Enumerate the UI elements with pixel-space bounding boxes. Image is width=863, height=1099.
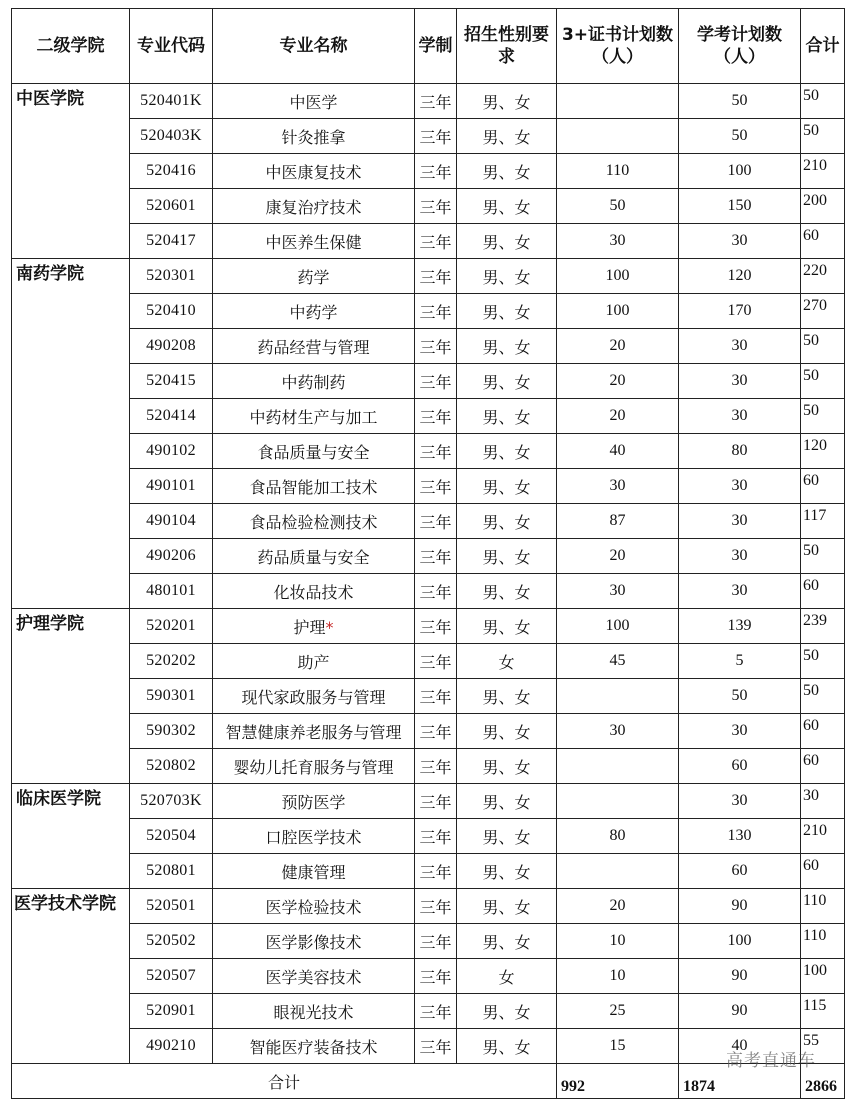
major-name — [213, 399, 415, 434]
row-total: 50 — [801, 539, 845, 574]
table-row — [12, 364, 845, 399]
cert-plan: 20 — [557, 329, 679, 364]
major-name-text: 护理 — [293, 617, 326, 637]
major-code: 490210 — [130, 1029, 213, 1064]
gender-requirement: 男、女 — [457, 889, 557, 924]
gender-requirement: 男、女 — [457, 84, 557, 119]
major-name — [213, 364, 415, 399]
table-row — [12, 504, 845, 539]
exam-plan: 50 — [679, 679, 801, 714]
row-total: 50 — [801, 364, 845, 399]
table-row — [12, 609, 845, 644]
gender-requirement: 男、女 — [457, 434, 557, 469]
study-years: 三年 — [415, 679, 457, 714]
row-total: 117 — [801, 504, 845, 539]
study-years: 三年 — [415, 1029, 457, 1064]
gender-requirement: 男、女 — [457, 294, 557, 329]
major-name — [213, 259, 415, 294]
cert-plan: 87 — [557, 504, 679, 539]
row-total: 200 — [801, 189, 845, 224]
row-total: 50 — [801, 84, 845, 119]
table-row — [12, 784, 845, 819]
row-total: 60 — [801, 854, 845, 889]
table-row — [12, 854, 845, 889]
major-name-text: 中医养生保健 — [265, 232, 362, 252]
study-years: 三年 — [415, 364, 457, 399]
major-name — [213, 224, 415, 259]
major-name-text: 智能医疗装备技术 — [249, 1037, 378, 1057]
major-name — [213, 889, 415, 924]
header-row — [12, 9, 845, 84]
major-name-text: 医学影像技术 — [265, 932, 362, 952]
table-row — [12, 84, 845, 119]
table-row — [12, 399, 845, 434]
summary-grand-total: 2866 — [801, 1064, 845, 1099]
major-name — [213, 1029, 415, 1064]
major-name — [213, 469, 415, 504]
major-name-text: 康复治疗技术 — [265, 197, 362, 217]
major-name-text: 婴幼儿托育服务与管理 — [233, 757, 394, 777]
major-code: 520403K — [130, 119, 213, 154]
row-total: 120 — [801, 434, 845, 469]
study-years: 三年 — [415, 609, 457, 644]
table-row — [12, 679, 845, 714]
exam-plan: 30 — [679, 539, 801, 574]
gender-requirement: 男、女 — [457, 189, 557, 224]
exam-plan: 139 — [679, 609, 801, 644]
major-name-text: 医学检验技术 — [265, 897, 362, 917]
asterisk-mark: * — [325, 617, 334, 637]
exam-plan: 30 — [679, 574, 801, 609]
row-total: 50 — [801, 644, 845, 679]
cert-plan: 20 — [557, 539, 679, 574]
cert-plan: 20 — [557, 889, 679, 924]
gender-requirement: 男、女 — [457, 784, 557, 819]
header-college: 二级学院 — [12, 9, 130, 84]
gender-requirement: 女 — [457, 959, 557, 994]
table-row — [12, 189, 845, 224]
exam-plan: 30 — [679, 504, 801, 539]
table-row — [12, 154, 845, 189]
cert-plan: 30 — [557, 469, 679, 504]
cert-plan — [557, 679, 679, 714]
cert-plan: 80 — [557, 819, 679, 854]
exam-plan: 30 — [679, 714, 801, 749]
study-years: 三年 — [415, 469, 457, 504]
row-total: 210 — [801, 819, 845, 854]
cert-plan: 100 — [557, 259, 679, 294]
exam-plan: 30 — [679, 399, 801, 434]
exam-plan: 30 — [679, 364, 801, 399]
major-code: 520502 — [130, 924, 213, 959]
exam-plan: 150 — [679, 189, 801, 224]
study-years: 三年 — [415, 574, 457, 609]
major-name — [213, 644, 415, 679]
study-years: 三年 — [415, 329, 457, 364]
major-code: 520301 — [130, 259, 213, 294]
gender-requirement: 男、女 — [457, 329, 557, 364]
study-years: 三年 — [415, 819, 457, 854]
major-code: 480101 — [130, 574, 213, 609]
major-name — [213, 504, 415, 539]
study-years: 三年 — [415, 539, 457, 574]
row-total: 115 — [801, 994, 845, 1029]
major-name-text: 针灸推拿 — [281, 127, 346, 147]
major-name-text: 食品智能加工技术 — [249, 477, 378, 497]
row-total: 60 — [801, 714, 845, 749]
summary-exam-total: 1874 — [679, 1064, 801, 1099]
gender-requirement: 男、女 — [457, 924, 557, 959]
header-cert-plan: 3+证书计划数（人） — [557, 9, 679, 84]
major-name-text: 预防医学 — [281, 792, 346, 812]
study-years: 三年 — [415, 714, 457, 749]
cert-plan: 45 — [557, 644, 679, 679]
major-name-text: 药品质量与安全 — [257, 547, 370, 567]
gender-requirement: 男、女 — [457, 399, 557, 434]
gender-requirement: 男、女 — [457, 469, 557, 504]
header-code: 专业代码 — [130, 9, 213, 84]
college-name: 南药学院 — [12, 259, 130, 609]
exam-plan: 100 — [679, 924, 801, 959]
gender-requirement: 男、女 — [457, 154, 557, 189]
cert-plan: 110 — [557, 154, 679, 189]
row-total: 220 — [801, 259, 845, 294]
gender-requirement: 男、女 — [457, 994, 557, 1029]
major-name — [213, 819, 415, 854]
major-name — [213, 154, 415, 189]
exam-plan: 50 — [679, 84, 801, 119]
row-total: 270 — [801, 294, 845, 329]
study-years: 三年 — [415, 504, 457, 539]
major-name-text: 中药学 — [289, 302, 338, 322]
table-row — [12, 819, 845, 854]
row-total: 60 — [801, 224, 845, 259]
row-total: 210 — [801, 154, 845, 189]
study-years: 三年 — [415, 749, 457, 784]
exam-plan: 90 — [679, 959, 801, 994]
enrollment-plan-table — [11, 8, 845, 1099]
major-code: 520507 — [130, 959, 213, 994]
major-name — [213, 714, 415, 749]
major-code: 520901 — [130, 994, 213, 1029]
major-code: 590302 — [130, 714, 213, 749]
cert-plan — [557, 854, 679, 889]
gender-requirement: 男、女 — [457, 364, 557, 399]
cert-plan: 30 — [557, 574, 679, 609]
exam-plan: 130 — [679, 819, 801, 854]
gender-requirement: 女 — [457, 644, 557, 679]
major-code: 490104 — [130, 504, 213, 539]
table-row — [12, 1029, 845, 1064]
major-name — [213, 574, 415, 609]
header-years: 学制 — [415, 9, 457, 84]
cert-plan — [557, 84, 679, 119]
major-code: 520703K — [130, 784, 213, 819]
exam-plan: 30 — [679, 784, 801, 819]
exam-plan: 90 — [679, 994, 801, 1029]
cert-plan: 15 — [557, 1029, 679, 1064]
major-name-text: 医学美容技术 — [265, 967, 362, 987]
study-years: 三年 — [415, 84, 457, 119]
table-row — [12, 434, 845, 469]
major-code: 490101 — [130, 469, 213, 504]
major-name-text: 食品检验检测技术 — [249, 512, 378, 532]
row-total: 110 — [801, 889, 845, 924]
gender-requirement: 男、女 — [457, 749, 557, 784]
cert-plan: 50 — [557, 189, 679, 224]
major-name-text: 眼视光技术 — [273, 1002, 354, 1022]
gender-requirement: 男、女 — [457, 119, 557, 154]
cert-plan: 20 — [557, 364, 679, 399]
cert-plan: 100 — [557, 609, 679, 644]
summary-cert-total: 992 — [557, 1064, 679, 1099]
college-name: 护理学院 — [12, 609, 130, 784]
gender-requirement: 男、女 — [457, 714, 557, 749]
cert-plan: 25 — [557, 994, 679, 1029]
major-code: 520415 — [130, 364, 213, 399]
study-years: 三年 — [415, 259, 457, 294]
table-row — [12, 924, 845, 959]
gender-requirement: 男、女 — [457, 539, 557, 574]
major-code: 520601 — [130, 189, 213, 224]
cert-plan: 30 — [557, 714, 679, 749]
row-total: 60 — [801, 574, 845, 609]
row-total: 50 — [801, 399, 845, 434]
exam-plan: 80 — [679, 434, 801, 469]
exam-plan: 100 — [679, 154, 801, 189]
gender-requirement: 男、女 — [457, 259, 557, 294]
cert-plan: 10 — [557, 924, 679, 959]
major-code: 520417 — [130, 224, 213, 259]
major-name-text: 药学 — [297, 267, 330, 287]
row-total: 100 — [801, 959, 845, 994]
major-name — [213, 539, 415, 574]
gender-requirement: 男、女 — [457, 224, 557, 259]
row-total: 55 — [801, 1029, 845, 1064]
study-years: 三年 — [415, 924, 457, 959]
major-name-text: 中药制药 — [281, 372, 346, 392]
major-code: 520501 — [130, 889, 213, 924]
major-name — [213, 119, 415, 154]
study-years: 三年 — [415, 434, 457, 469]
major-name-text: 口腔医学技术 — [265, 827, 362, 847]
row-total: 50 — [801, 329, 845, 364]
header-exam-plan: 学考计划数（人） — [679, 9, 801, 84]
exam-plan: 40 — [679, 1029, 801, 1064]
cert-plan: 10 — [557, 959, 679, 994]
table-body — [12, 84, 845, 1064]
gender-requirement: 男、女 — [457, 574, 557, 609]
college-name: 中医学院 — [12, 84, 130, 259]
cert-plan: 100 — [557, 294, 679, 329]
major-name — [213, 84, 415, 119]
study-years: 三年 — [415, 854, 457, 889]
study-years: 三年 — [415, 959, 457, 994]
study-years: 三年 — [415, 399, 457, 434]
row-total: 110 — [801, 924, 845, 959]
exam-plan: 50 — [679, 119, 801, 154]
study-years: 三年 — [415, 889, 457, 924]
header-gender: 招生性别要求 — [457, 9, 557, 84]
table-row — [12, 329, 845, 364]
major-name — [213, 329, 415, 364]
study-years: 三年 — [415, 644, 457, 679]
major-name — [213, 959, 415, 994]
exam-plan: 30 — [679, 329, 801, 364]
major-name-text: 现代家政服务与管理 — [241, 687, 386, 707]
table-row — [12, 959, 845, 994]
major-name-text: 中医康复技术 — [265, 162, 362, 182]
exam-plan: 120 — [679, 259, 801, 294]
major-code: 520414 — [130, 399, 213, 434]
study-years: 三年 — [415, 994, 457, 1029]
summary-row — [12, 1064, 845, 1099]
cert-plan: 20 — [557, 399, 679, 434]
enrollment-plan-sheet — [11, 8, 844, 1099]
table-row — [12, 259, 845, 294]
table-row — [12, 889, 845, 924]
study-years: 三年 — [415, 189, 457, 224]
row-total: 30 — [801, 784, 845, 819]
gender-requirement: 男、女 — [457, 504, 557, 539]
study-years: 三年 — [415, 784, 457, 819]
header-name: 专业名称 — [213, 9, 415, 84]
major-code: 520410 — [130, 294, 213, 329]
row-total: 50 — [801, 679, 845, 714]
major-code: 520801 — [130, 854, 213, 889]
row-total: 239 — [801, 609, 845, 644]
major-name-text: 智慧健康养老服务与管理 — [225, 722, 402, 742]
study-years: 三年 — [415, 154, 457, 189]
row-total: 60 — [801, 749, 845, 784]
table-row — [12, 714, 845, 749]
major-name — [213, 434, 415, 469]
major-name — [213, 784, 415, 819]
cert-plan — [557, 784, 679, 819]
cert-plan — [557, 749, 679, 784]
major-name — [213, 294, 415, 329]
summary-label: 合计 — [12, 1064, 557, 1099]
table-row — [12, 294, 845, 329]
major-name-text: 助产 — [297, 652, 330, 672]
major-name-text: 化妆品技术 — [273, 582, 354, 602]
exam-plan: 60 — [679, 854, 801, 889]
table-row — [12, 469, 845, 504]
exam-plan: 30 — [679, 469, 801, 504]
gender-requirement: 男、女 — [457, 854, 557, 889]
gender-requirement: 男、女 — [457, 679, 557, 714]
table-row — [12, 574, 845, 609]
exam-plan: 60 — [679, 749, 801, 784]
table-row — [12, 224, 845, 259]
major-name-text: 健康管理 — [281, 862, 346, 882]
major-code: 520401K — [130, 84, 213, 119]
cert-plan: 30 — [557, 224, 679, 259]
exam-plan: 90 — [679, 889, 801, 924]
major-code: 520201 — [130, 609, 213, 644]
major-name-text: 药品经营与管理 — [257, 337, 370, 357]
table-row — [12, 994, 845, 1029]
major-code: 520416 — [130, 154, 213, 189]
major-code: 490208 — [130, 329, 213, 364]
gender-requirement: 男、女 — [457, 609, 557, 644]
watermark: 高考直通车 — [726, 1051, 816, 1071]
major-name-text: 食品质量与安全 — [257, 442, 370, 462]
gender-requirement: 男、女 — [457, 819, 557, 854]
table-row — [12, 119, 845, 154]
gender-requirement: 男、女 — [457, 1029, 557, 1064]
major-name — [213, 609, 415, 644]
major-code: 490102 — [130, 434, 213, 469]
cert-plan — [557, 119, 679, 154]
exam-plan: 30 — [679, 224, 801, 259]
study-years: 三年 — [415, 119, 457, 154]
major-name — [213, 749, 415, 784]
study-years: 三年 — [415, 224, 457, 259]
row-total: 60 — [801, 469, 845, 504]
cert-plan: 40 — [557, 434, 679, 469]
exam-plan: 5 — [679, 644, 801, 679]
major-code: 520802 — [130, 749, 213, 784]
header-total: 合计 — [801, 9, 845, 84]
college-name: 临床医学院 — [12, 784, 130, 889]
major-name — [213, 679, 415, 714]
study-years: 三年 — [415, 294, 457, 329]
major-name-text: 中医学 — [289, 92, 338, 112]
major-code: 490206 — [130, 539, 213, 574]
major-name — [213, 924, 415, 959]
row-total: 50 — [801, 119, 845, 154]
table-row — [12, 644, 845, 679]
major-name — [213, 854, 415, 889]
major-name — [213, 189, 415, 224]
college-name: 医学技术学院 — [12, 889, 130, 1064]
major-code: 520202 — [130, 644, 213, 679]
table-row — [12, 749, 845, 784]
major-code: 520504 — [130, 819, 213, 854]
table-row — [12, 539, 845, 574]
major-code: 590301 — [130, 679, 213, 714]
exam-plan: 170 — [679, 294, 801, 329]
major-name — [213, 994, 415, 1029]
major-name-text: 中药材生产与加工 — [249, 407, 378, 427]
